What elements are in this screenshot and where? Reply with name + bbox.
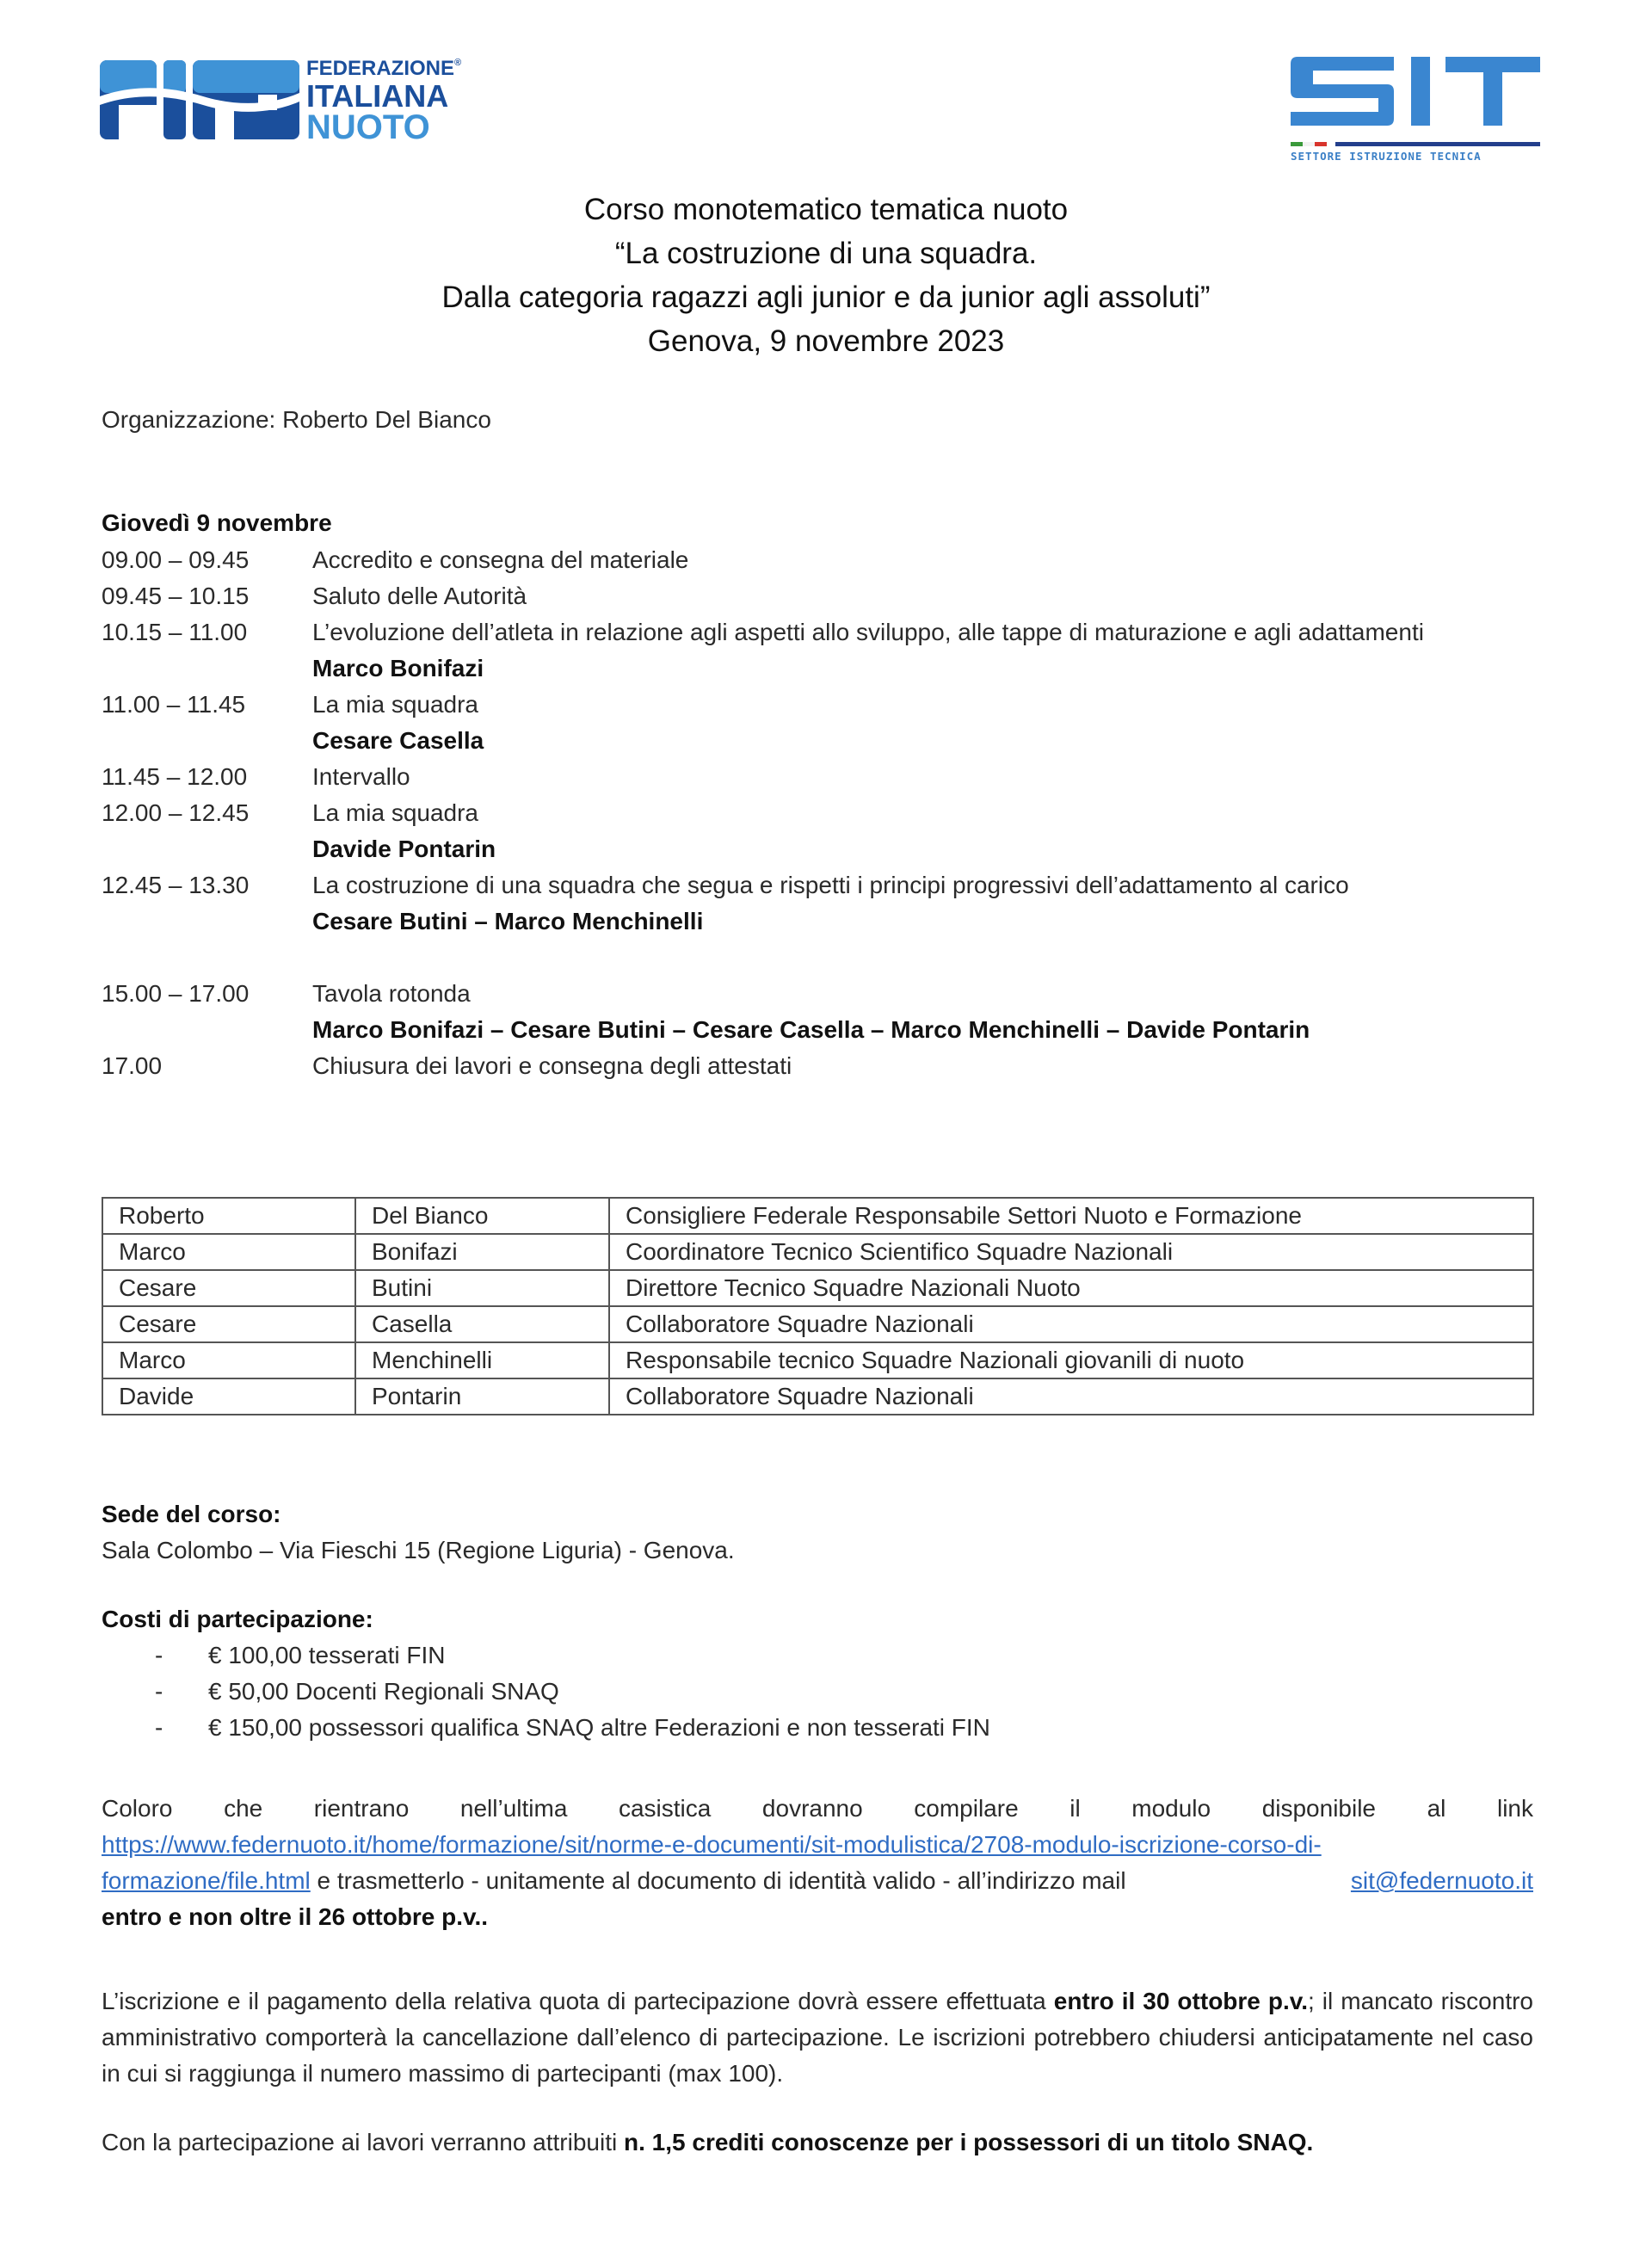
flag-red-icon — [1315, 142, 1327, 146]
role-cell: Direttore Tecnico Squadre Nazionali Nuoto — [609, 1270, 1533, 1306]
costs-heading: Costi di partecipazione: — [102, 1606, 373, 1632]
role-cell: Coordinatore Tecnico Scientifico Squadre Nazionali — [609, 1234, 1533, 1270]
organization: Organizzazione: Roberto Del Bianco — [102, 406, 491, 433]
venue-heading: Sede del corso: — [102, 1501, 281, 1527]
bullet-dash-icon: - — [155, 1642, 163, 1668]
first-name-cell: Cesare — [102, 1306, 355, 1342]
fin-logo — [100, 57, 487, 146]
payment-text: L’iscrizione e il pagamento della relativa quota di partecipazione dovrà essere effettuata — [102, 1988, 1054, 2014]
schedule-row — [102, 578, 1564, 614]
registration-deadline: entro e non oltre il 26 ottobre p.v.. — [102, 1903, 489, 1930]
last-name-cell: Del Bianco — [355, 1198, 609, 1234]
registration-form-link[interactable]: https://www.federnuoto.it/home/formazione/sit/norme-e-documenti/sit-modulistica/2708-modulo-iscrizione-corso-di- — [102, 1831, 1322, 1858]
sit-logo — [1291, 57, 1540, 163]
schedule-row — [102, 831, 1564, 867]
table-row — [102, 1234, 1533, 1270]
flag-white-icon — [1303, 142, 1315, 146]
schedule-time: 11.00 – 11.45 — [102, 691, 246, 718]
last-name-cell: Casella — [355, 1306, 609, 1342]
table-row — [102, 1270, 1533, 1306]
schedule-speaker: Davide Pontarin — [312, 836, 496, 862]
title-line2: “La costruzione di una squadra. — [614, 237, 1038, 270]
bullet-dash-icon: - — [155, 1678, 163, 1705]
sit-divider — [1335, 142, 1540, 146]
schedule-row — [102, 795, 1564, 831]
schedule-row — [102, 687, 1564, 723]
schedule-row — [102, 651, 1564, 687]
role-cell: Responsabile tecnico Squadre Nazionali giovanili di nuoto — [609, 1342, 1533, 1378]
schedule-row — [102, 1048, 1564, 1084]
first-name-cell: Cesare — [102, 1270, 355, 1306]
schedule-time: 12.45 – 13.30 — [102, 872, 250, 898]
sit-letters-icon — [1291, 57, 1540, 126]
last-name-cell: Menchinelli — [355, 1342, 609, 1378]
payment-paragraph — [102, 1983, 1533, 2092]
first-name-cell: Marco — [102, 1234, 355, 1270]
schedule-text: La costruzione di una squadra che segua e rispetti i principi progressivi dell’adattamento al carico — [312, 872, 1349, 898]
credits-paragraph — [102, 2125, 1533, 2161]
schedule-time: 09.45 – 10.15 — [102, 583, 250, 609]
registered-icon: ® — [454, 58, 462, 68]
schedule-time: 10.15 – 11.00 — [102, 619, 248, 645]
fin-wordmark — [306, 59, 461, 145]
registration-text: e trasmetterlo - unitamente al documento di identità valido - all’indirizzo mail — [310, 1867, 1126, 1894]
schedule-text: Accredito e consegna del materiale — [312, 546, 689, 573]
intro-word: casistica — [618, 1795, 712, 1822]
schedule-time: 12.00 – 12.45 — [102, 799, 250, 826]
payment-text-cont: ; il mancato riscontro amministrativo comporterà la cancellazione dall’elenco di partecipazione. Le iscrizioni potrebbero chiudersi anticipatamente nel caso in cui si raggiunga il numero massimo di partecipanti (max 100). — [102, 1988, 1533, 2087]
first-name-cell: Davide — [102, 1378, 355, 1415]
registration-intro — [102, 1791, 1533, 1827]
registration-form-link-cont[interactable]: formazione/file.html — [102, 1867, 311, 1894]
credits-text: Con la partecipazione ai lavori verranno attribuiti — [102, 2129, 624, 2155]
fin-line1: FEDERAZIONE — [306, 57, 455, 80]
intro-word: nell’ultima — [459, 1795, 568, 1822]
schedule-row — [102, 976, 1564, 1012]
credits-bold: n. 1,5 crediti conoscenze per i possessori di un titolo SNAQ. — [624, 2129, 1314, 2155]
title-line4: Genova, 9 novembre 2023 — [647, 324, 1005, 358]
schedule-row — [102, 759, 1564, 795]
speakers-table — [102, 1197, 1534, 1415]
cost-item — [155, 1710, 990, 1746]
table-row — [102, 1306, 1533, 1342]
role-cell: Consigliere Federale Responsabile Settori Nuoto e Formazione — [609, 1198, 1533, 1234]
schedule-row — [102, 1012, 1564, 1048]
schedule-speaker: Marco Bonifazi — [312, 655, 484, 681]
cost-text: € 100,00 tesserati FIN — [208, 1642, 446, 1668]
bullet-dash-icon: - — [155, 1714, 163, 1741]
registration-paragraph — [102, 1791, 1533, 1935]
schedule-text: Chiusura dei lavori e consegna degli attestati — [312, 1052, 792, 1079]
flag-green-icon — [1291, 142, 1303, 146]
schedule-text: Intervallo — [312, 763, 410, 790]
schedule-speaker: Cesare Butini – Marco Menchinelli — [312, 908, 704, 934]
schedule-time: 17.00 — [102, 1052, 163, 1079]
payment-deadline: entro il 30 ottobre p.v. — [1053, 1988, 1309, 2014]
schedule-text: Saluto delle Autorità — [312, 583, 527, 609]
email-link[interactable]: sit@federnuoto.it — [1350, 1867, 1533, 1894]
schedule-text: La mia squadra — [312, 799, 479, 826]
schedule-row — [102, 867, 1564, 903]
intro-word: rientrano — [313, 1795, 410, 1822]
schedule-time: 09.00 – 09.45 — [102, 546, 250, 573]
venue-address: Sala Colombo – Via Fieschi 15 (Regione Liguria) - Genova. — [102, 1537, 735, 1563]
last-name-cell: Butini — [355, 1270, 609, 1306]
schedule — [102, 542, 1564, 1084]
schedule-row — [102, 903, 1564, 940]
intro-word: disponibile — [1261, 1795, 1377, 1822]
intro-word: Coloro — [102, 1795, 173, 1822]
last-name-cell: Bonifazi — [355, 1234, 609, 1270]
schedule-speaker: Cesare Casella — [312, 727, 484, 754]
intro-word: il — [1069, 1795, 1081, 1822]
first-name-cell: Marco — [102, 1342, 355, 1378]
schedule-row — [102, 542, 1564, 578]
role-cell: Collaboratore Squadre Nazionali — [609, 1378, 1533, 1415]
intro-word: modulo — [1131, 1795, 1211, 1822]
sit-subtitle: SETTORE ISTRUZIONE TECNICA — [1291, 150, 1482, 163]
table-row — [102, 1378, 1533, 1415]
fin-line2: ITALIANA — [306, 78, 449, 114]
schedule-row — [102, 723, 1564, 759]
intro-word: link — [1496, 1795, 1533, 1822]
cost-item — [155, 1674, 990, 1710]
cost-text: € 50,00 Docenti Regionali SNAQ — [208, 1678, 559, 1705]
schedule-text: Tavola rotonda — [312, 980, 471, 1007]
first-name-cell: Roberto — [102, 1198, 355, 1234]
schedule-day: Giovedì 9 novembre — [102, 509, 332, 536]
schedule-speaker: Marco Bonifazi – Cesare Butini – Cesare Casella – Marco Menchinelli – Davide Pontarin — [312, 1016, 1310, 1043]
table-row — [102, 1198, 1533, 1234]
schedule-row — [102, 614, 1564, 651]
schedule-text: La mia squadra — [312, 691, 479, 718]
fin-letters-icon — [100, 60, 299, 139]
costs-list — [155, 1637, 990, 1746]
schedule-time: 15.00 – 17.00 — [102, 980, 250, 1007]
fin-line3: NUOTO — [306, 108, 430, 146]
title-line1: Corso monotematico tematica nuoto — [583, 193, 1069, 226]
document-title — [0, 188, 1652, 363]
intro-word: che — [224, 1795, 263, 1822]
schedule-text: L’evoluzione dell’atleta in relazione agli aspetti allo sviluppo, alle tappe di maturazione e agli adattamenti — [312, 619, 1424, 645]
last-name-cell: Pontarin — [355, 1378, 609, 1415]
cost-item — [155, 1637, 990, 1674]
schedule-time: 11.45 – 12.00 — [102, 763, 248, 790]
role-cell: Collaboratore Squadre Nazionali — [609, 1306, 1533, 1342]
intro-word: dovranno — [761, 1795, 863, 1822]
cost-text: € 150,00 possessori qualifica SNAQ altre Federazioni e non tesserati FIN — [208, 1714, 990, 1741]
intro-word: compilare — [914, 1795, 1019, 1822]
intro-word: al — [1427, 1795, 1446, 1822]
title-line3: Dalla categoria ragazzi agli junior e da junior agli assoluti” — [441, 281, 1211, 314]
table-row — [102, 1342, 1533, 1378]
